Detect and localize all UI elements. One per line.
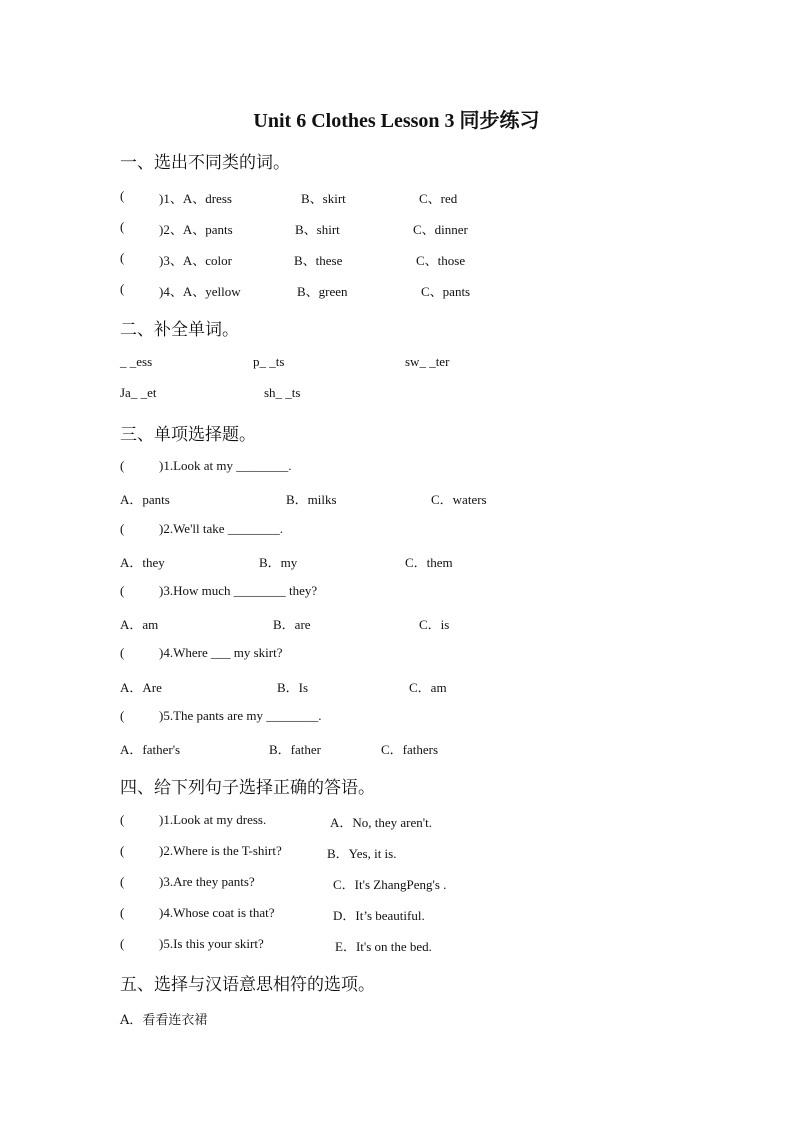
section-2-heading: 二、补全单词。 — [120, 320, 239, 340]
option-a: A．father's — [120, 742, 181, 757]
answer-option: A．No, they aren't. — [330, 815, 432, 830]
word-blank: Ja_ _et — [120, 385, 157, 400]
answer-paren: ( — [120, 936, 125, 951]
question-text: )1.Look at my ________. — [159, 458, 292, 473]
option-c: C、dinner — [413, 222, 468, 237]
option-a: )2、A、pants — [159, 222, 233, 237]
answer-paren: ( — [120, 188, 125, 203]
answer-paren: ( — [120, 843, 125, 858]
question-text: )3.Are they pants? — [159, 874, 255, 889]
option-c: C、red — [419, 191, 458, 206]
option-c: C．am — [409, 680, 447, 695]
answer-option: D．It’s beautiful. — [333, 908, 425, 923]
answer-paren: ( — [120, 458, 125, 473]
option-b: B、skirt — [301, 191, 346, 206]
option-b: B．father — [269, 742, 321, 757]
question-text: )2.Where is the T-shirt? — [159, 843, 282, 858]
question-text: )4.Where ___ my skirt? — [159, 645, 283, 660]
option-b: B．are — [273, 617, 311, 632]
question-text: )3.How much ________ they? — [159, 583, 318, 598]
option-a: A．am — [120, 617, 159, 632]
option-a: )3、A、color — [159, 253, 232, 268]
option-b: B、these — [294, 253, 343, 268]
answer-paren: ( — [120, 708, 125, 723]
answer-paren: ( — [120, 250, 125, 265]
option-b: B．Is — [277, 680, 309, 695]
option-a: )4、A、yellow — [159, 284, 241, 299]
question-text: )5.Is this your skirt? — [159, 936, 264, 951]
question-text: )2.We'll take ________. — [159, 521, 284, 536]
option-c: C．is — [419, 617, 450, 632]
section-5-heading: 五、选择与汉语意思相符的选项。 — [120, 975, 375, 995]
question-text: )4.Whose coat is that? — [159, 905, 275, 920]
word-blank: _ _ess — [120, 354, 153, 369]
question-text: )5.The pants are my ________. — [159, 708, 322, 723]
section-1-heading: 一、选出不同类的词。 — [120, 153, 290, 173]
answer-option: E．It's on the bed. — [335, 939, 432, 954]
answer-paren: ( — [120, 812, 125, 827]
answer-paren: ( — [120, 645, 125, 660]
answer-paren: ( — [120, 219, 125, 234]
option-c: C．them — [405, 555, 453, 570]
answer-paren: ( — [120, 281, 125, 296]
word-blank: p_ _ts — [253, 354, 285, 369]
answer-paren: ( — [120, 521, 125, 536]
option-b: B．milks — [286, 492, 337, 507]
section-4-heading: 四、给下列句子选择正确的答语。 — [120, 778, 375, 798]
option-a: A．pants — [120, 492, 170, 507]
option-b: B．my — [259, 555, 298, 570]
answer-paren: ( — [120, 874, 125, 889]
option-b: B、green — [297, 284, 348, 299]
option-b: B、shirt — [295, 222, 340, 237]
question-text: )1.Look at my dress. — [159, 812, 267, 827]
option-c: C．fathers — [381, 742, 439, 757]
option-c: C、those — [416, 253, 466, 268]
option-a: )1、A、dress — [159, 191, 232, 206]
option-a: A．Are — [120, 680, 162, 695]
option-c: C、pants — [421, 284, 471, 299]
option-c: C．waters — [431, 492, 487, 507]
answer-option: C．It's ZhangPeng's . — [333, 877, 447, 892]
word-blank: sh_ _ts — [264, 385, 301, 400]
option-a: A．they — [120, 555, 165, 570]
page-title: Unit 6 Clothes Lesson 3 同步练习 — [253, 110, 540, 132]
answer-paren: ( — [120, 905, 125, 920]
answer-option: B．Yes, it is. — [327, 846, 397, 861]
word-blank: sw_ _ter — [405, 354, 450, 369]
answer-paren: ( — [120, 583, 125, 598]
option-a: A．看看连衣裙 — [120, 1013, 208, 1028]
section-3-heading: 三、单项选择题。 — [120, 425, 256, 445]
